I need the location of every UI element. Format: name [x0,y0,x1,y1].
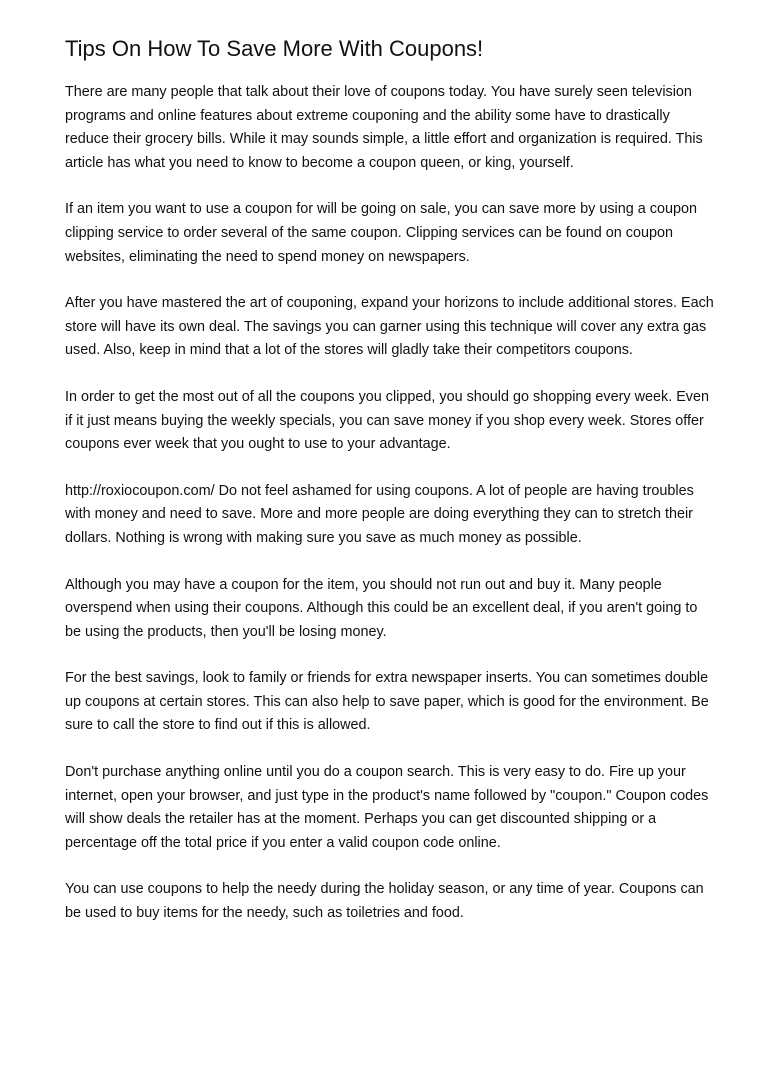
paragraph-7: For the best savings, look to family or friends for extra newspaper inserts. You can sometimes double up coupons at certain stores. This can also help to save paper, which is good for the environment. Be sure to call the store to find out if this is allowed. [65,670,709,734]
paragraph-4: In order to get the most out of all the coupons you clipped, you should go shopping every week. Even if it just means buying the weekly specials, you can save money if you shop every week. Stores offer coupons ever week that you ought to use to your advantage. [65,388,709,453]
paragraph-2: If an item you want to use a coupon for will be going on sale, you can save more by using a coupon clipping service to order several of the same coupon. Clipping services can be found on coupon websites, eliminating the need to spend money on newspapers. [65,201,697,265]
paragraph-6: Although you may have a coupon for the item, you should not run out and buy it. Many people overspend when using their coupons. Although this could be an excellent deal, if you aren't going to be using the products, then you'll be losing money. [65,576,698,640]
paragraph-5: http://roxiocoupon.com/ Do not feel ashamed for using coupons. A lot of people are having troubles with money and need to save. More and more people are doing everything they can to stretch their dollars. Nothing is wrong with making sure you save as much money as possible. [65,482,694,546]
paragraph-1: There are many people that talk about their love of coupons today. You have surely seen television programs and online features about extreme couponing and the ability some have to drastically reduce their grocery bills. While it may sounds simple, a little effort and organization is required. This article has what you need to know to become a coupon queen, or king, yourself. [65,84,703,171]
page-title: Tips On How To Save More With Coupons! [65,36,484,61]
paragraph-8: Don't purchase anything online until you do a coupon search. This is very easy to do. Fire up your internet, open your browser, and just type in the product's name followed by "coupon." Coupon codes will show deals the retailer has at the moment. Perhaps you can get discounted shipping or a percentage off the total price if you enter a valid coupon code online. [65,764,709,851]
document-page [65,34,715,949]
paragraph-9: You can use coupons to help the needy during the holiday season, or any time of year. Coupons can be used to buy items for the needy, such as toiletries and food. [65,881,704,922]
paragraph-3: After you have mastered the art of couponing, expand your horizons to include additional stores. Each store will have its own deal. The savings you can garner using this technique will cover any extra gas used. Also, keep in mind that a lot of the stores will gladly take their competitors coupons. [65,295,714,359]
